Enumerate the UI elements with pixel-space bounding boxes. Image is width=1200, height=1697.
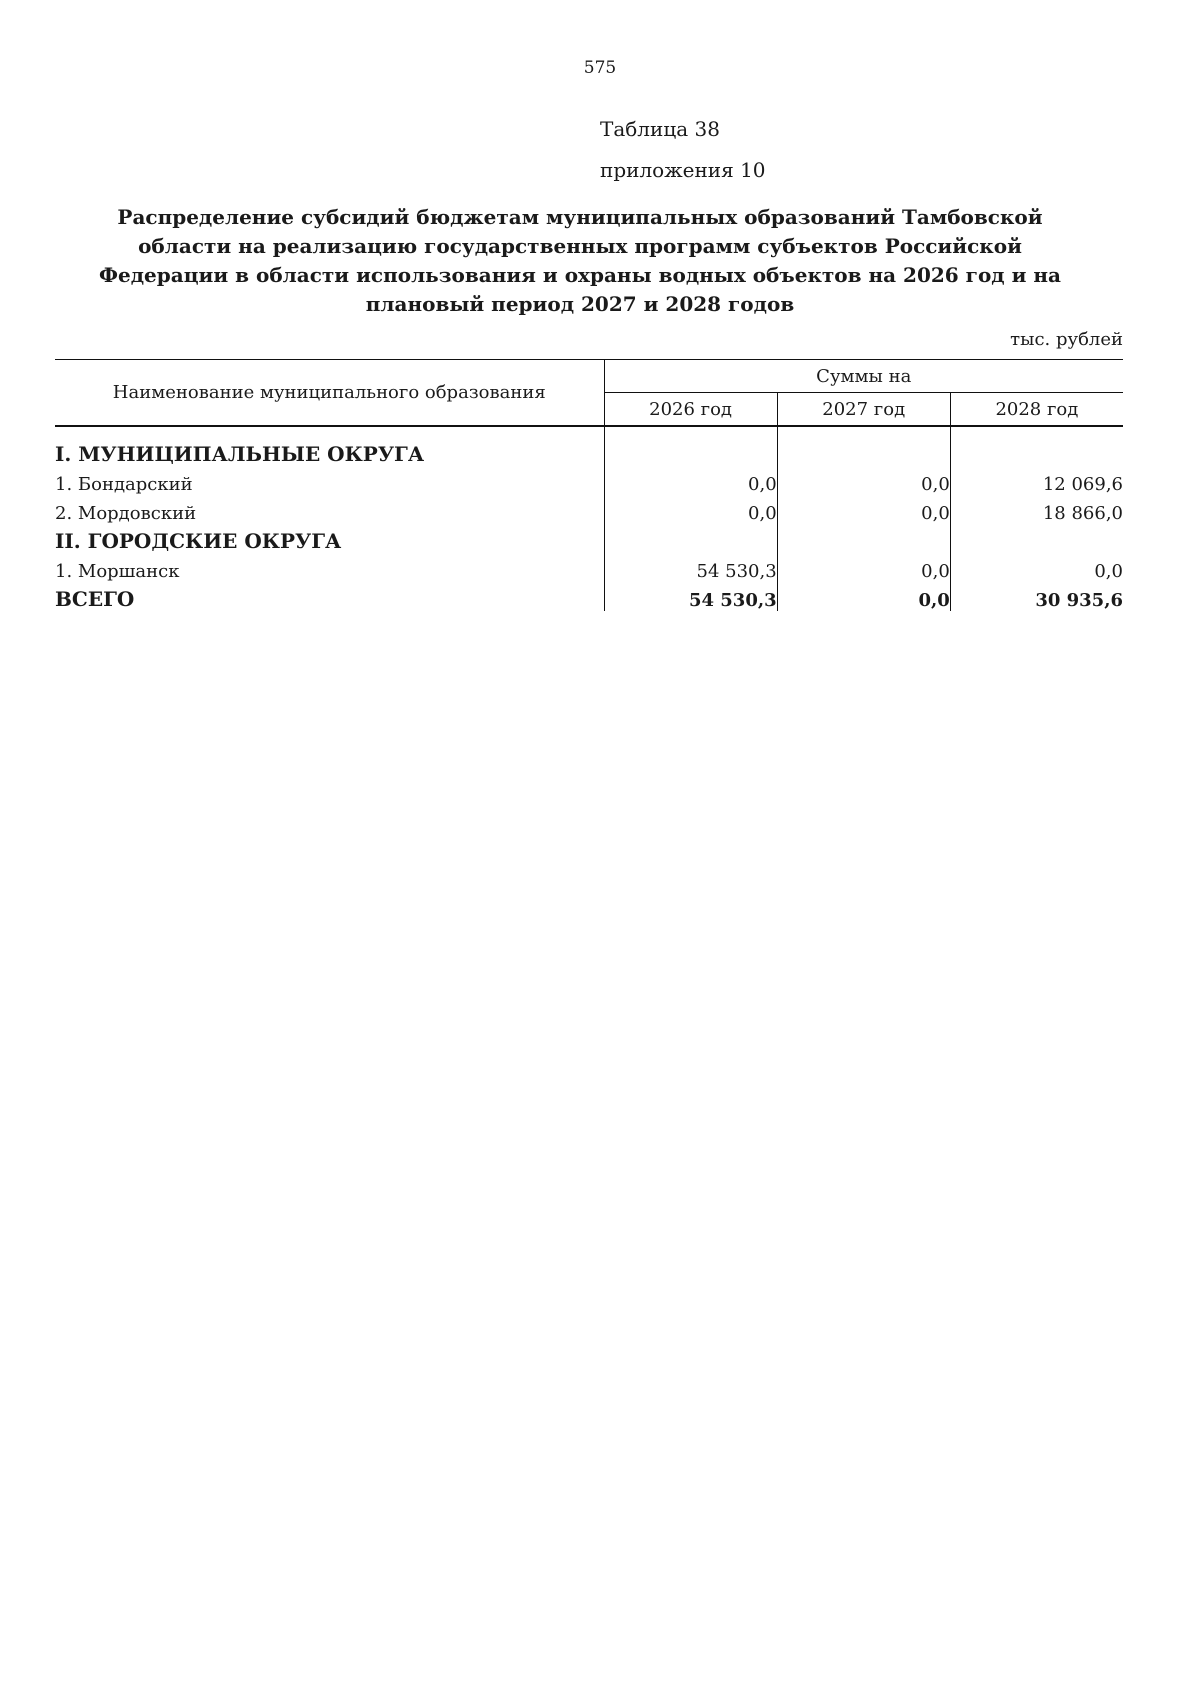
column-header-2028: 2028 год: [950, 393, 1123, 427]
table-row: [55, 495, 1123, 524]
row-name: 1. Моршанск: [55, 553, 604, 582]
row-name: 2. Мордовский: [55, 495, 604, 524]
page-number: 575: [583, 58, 617, 78]
document-title: Распределение субсидий бюджетам муниципальных образований Тамбовской области на реализацию государственных программ субъектов Российской Федерации в области использования и охраны водных объектов на 2026 год и на плановый период 2027 и 2028 годов: [99, 205, 1061, 316]
value-2028: [950, 524, 1123, 553]
value-2028: 0,0: [1094, 561, 1123, 582]
value-2027: [777, 437, 950, 466]
table-row: [55, 524, 1123, 553]
total-2027: 0,0: [777, 582, 950, 611]
row-name: II. ГОРОДСКИЕ ОКРУГА: [55, 524, 604, 553]
column-header-2027: 2027 год: [777, 393, 950, 427]
total-row: [55, 582, 1123, 611]
value-2028: 18 866,0: [1042, 503, 1123, 524]
value-2027: 0,0: [777, 553, 950, 582]
value-2026: [604, 437, 777, 466]
value-2026: 0,0: [604, 495, 777, 524]
value-2027: 0,0: [777, 466, 950, 495]
table-number: Таблица 38: [600, 117, 720, 141]
value-2027: 0,0: [777, 495, 950, 524]
value-2026: [604, 524, 777, 553]
total-2026: 54 530,3: [604, 582, 777, 611]
table-row: [55, 437, 1123, 466]
unit-label: тыс. рублей: [1010, 329, 1123, 350]
value-2026: 54 530,3: [604, 553, 777, 582]
row-name: 1. Бондарский: [55, 466, 604, 495]
table-row: [55, 466, 1123, 495]
row-name: ВСЕГО: [55, 582, 604, 611]
value-2026: 0,0: [604, 466, 777, 495]
value-2027: [777, 524, 950, 553]
value-2028: [950, 437, 1123, 466]
row-name: I. МУНИЦИПАЛЬНЫЕ ОКРУГА: [55, 437, 604, 466]
subsidy-table: [55, 359, 1123, 611]
annex-reference: приложения 10: [600, 158, 766, 182]
value-2028: 12 069,6: [1042, 474, 1123, 495]
column-header-name: Наименование муниципального образования: [55, 360, 604, 427]
table-row: [55, 553, 1123, 582]
column-header-sums: Суммы на: [604, 360, 1123, 393]
total-2028: 30 935,6: [1035, 590, 1123, 611]
column-header-2026: 2026 год: [604, 393, 777, 427]
